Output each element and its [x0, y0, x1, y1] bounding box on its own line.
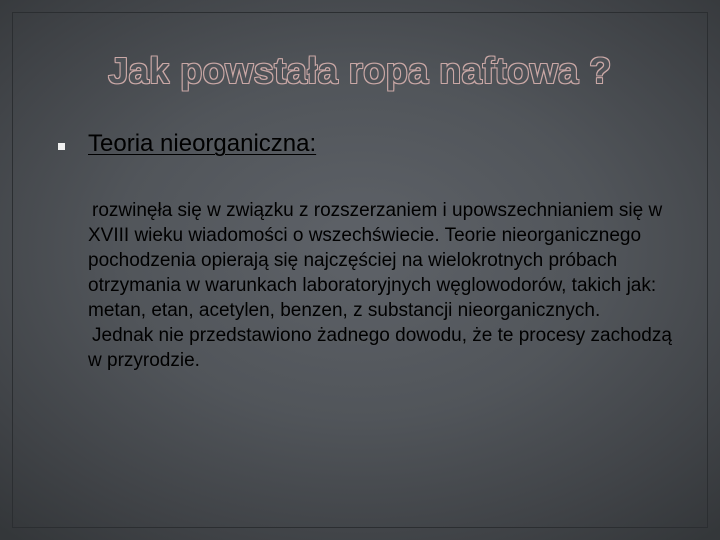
body-text	[88, 198, 688, 373]
slide-title: Jak powstała ropa naftowa ?	[108, 50, 612, 91]
bullet-square-icon	[58, 143, 65, 150]
bullet-heading: Teoria nieorganiczna:	[88, 130, 317, 157]
paragraph-2: Jednak nie przedstawiono żadnego dowodu, że te procesy zachodzą w przyrodzie.	[88, 325, 672, 371]
paragraph-1: rozwinęła się w związku z rozszerzaniem i upowszechnianiem się w XVIII wieku wiadomości o wszechświecie. Teorie nieorganicznego pochodzenia opierają się najczęściej na wielokrotnych próbach otrzymania w warunkach laboratoryjnych węglowodorów, takich jak: metan, etan, acetylen, benzen, z substancji nieorganicznych.	[88, 200, 663, 321]
